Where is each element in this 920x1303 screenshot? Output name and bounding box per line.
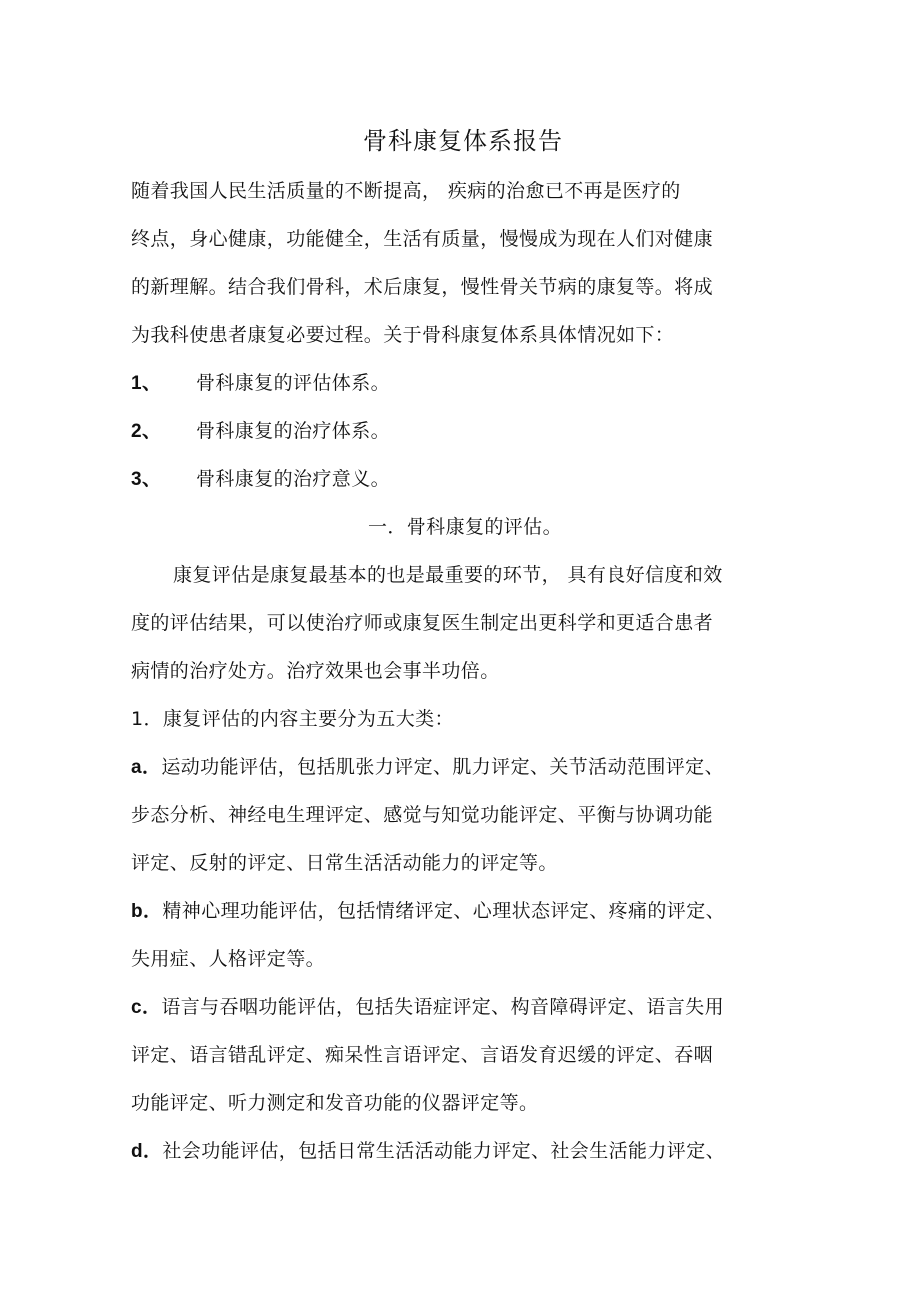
item-d-line-1 <box>131 1139 725 1164</box>
section-para-line-3: 病情的治疗处方。治疗效果也会事半功倍。 <box>131 660 500 682</box>
intro-line-2: 终点，身心健康，功能健全，生活有质量，慢慢成为现在人们对健康 <box>131 228 714 250</box>
item-b-line-2: 失用症、人格评定等。 <box>131 948 326 970</box>
item-label: c． <box>131 997 162 1018</box>
item-a-line-3: 评定、反射的评定、日常生活活动能力的评定等。 <box>131 852 558 874</box>
intro-line-1: 随着我国人民生活质量的不断提高， 疾病的治愈已不再是医疗的 <box>131 180 681 202</box>
item-label: b． <box>131 901 163 922</box>
item-a-line-1 <box>131 755 724 780</box>
outline-text: 骨科康复的评估体系。 <box>196 372 391 394</box>
outline-number: 1、 <box>131 373 162 394</box>
outline-item-1 <box>131 371 390 396</box>
item-label: d． <box>131 1141 163 1162</box>
outline-item-3 <box>131 467 390 492</box>
item-text: 精神心理功能评估，包括情绪评定、心理状态评定、疼痛的评定、 <box>162 900 726 922</box>
intro-line-3: 的新理解。结合我们骨科，术后康复，慢性骨关节病的康复等。将成 <box>131 276 714 298</box>
item-c-line-2: 评定、语言错乱评定、痴呆性言语评定、言语发育迟缓的评定、吞咽 <box>131 1044 714 1066</box>
item-text: 语言与吞咽功能评估，包括失语症评定、构音障碍评定、语言失用 <box>161 996 724 1018</box>
outline-text: 骨科康复的治疗意义。 <box>196 468 391 490</box>
intro-line-4: 为我科使患者康复必要过程。关于骨科康复体系具体情况如下： <box>131 324 675 346</box>
outline-text: 骨科康复的治疗体系。 <box>196 420 391 442</box>
item-c-line-3: 功能评定、听力测定和发音功能的仪器评定等。 <box>131 1092 539 1114</box>
item-label: a． <box>131 757 162 778</box>
item-text: 运动功能评估，包括肌张力评定、肌力评定、关节活动范围评定、 <box>161 756 724 778</box>
subheading: 1．康复评估的内容主要分为五大类： <box>131 708 454 730</box>
document-title: 骨科康复体系报告 <box>363 127 563 155</box>
outline-item-2 <box>131 419 390 444</box>
outline-number: 3、 <box>131 469 162 490</box>
section-para-line-2: 度的评估结果，可以使治疗师或康复医生制定出更科学和更适合患者 <box>131 612 714 634</box>
outline-number: 2、 <box>131 421 162 442</box>
item-a-line-2: 步态分析、神经电生理评定、感觉与知觉功能评定、平衡与协调功能 <box>131 804 714 826</box>
item-text: 社会功能评估，包括日常生活活动能力评定、社会生活能力评定、 <box>162 1140 726 1162</box>
section-para-line-1: 康复评估是康复最基本的也是最重要的环节， 具有良好信度和效 <box>173 564 723 586</box>
section-heading: 一．骨科康复的评估。 <box>367 516 562 538</box>
item-c-line-1 <box>131 995 724 1020</box>
item-b-line-1 <box>131 899 725 924</box>
